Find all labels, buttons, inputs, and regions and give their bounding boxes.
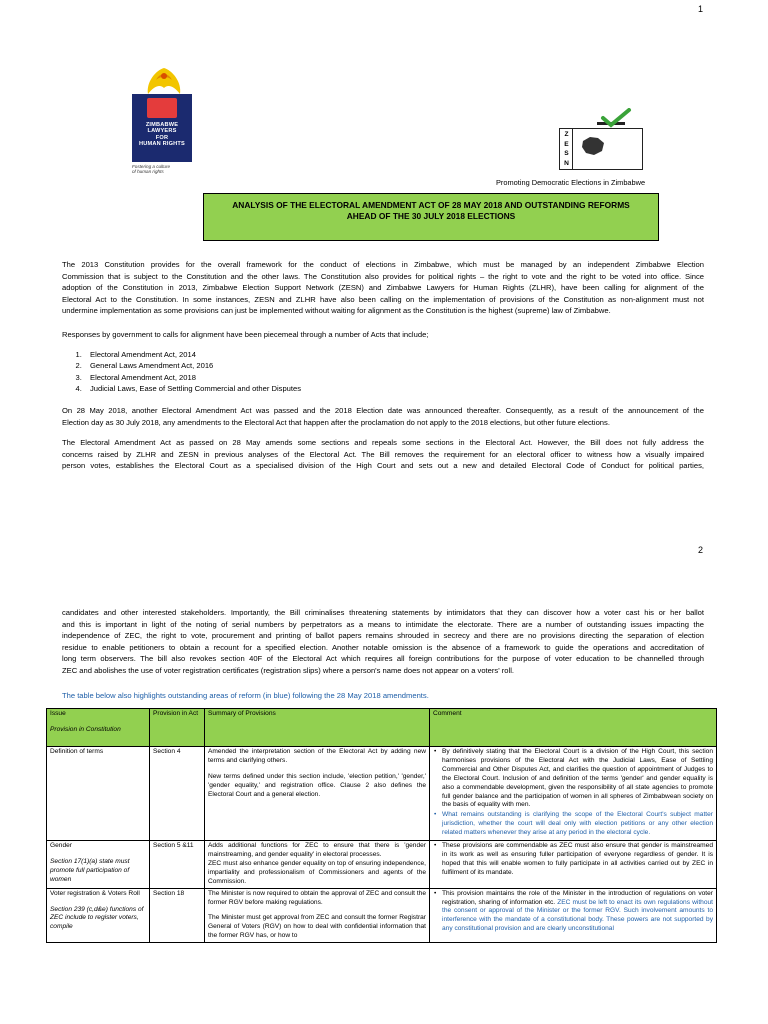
zlhr-name-line4: HUMAN RIGHTS [139,141,185,148]
table-row [47,888,717,943]
row-comment [430,888,717,943]
intro-p1-line: Electoral Act to the Constitution. In some instances, ZESN and ZLHR have also been calling on the implementation of provisions of the Constitution as non-alignment must not [62,294,704,304]
page2-line: long term observers. The bill also revokes section 40F of the Electoral Act which requires all foreign contributions for the purpose of voter education to be channelled through [62,654,704,664]
document-title-box [203,193,659,241]
header-issue-label: Issue [50,710,66,717]
reform-analysis-table [46,708,717,943]
summary-para: New terms defined under this section include, 'election petition,' 'gender,' 'gender equality,' and registration office. Clause 2 also defines the Electoral Court and a general election. [208,772,426,798]
intro-paragraph-4 [62,437,704,472]
issue-label: Voter registration & Voters Roll [50,889,140,897]
comment-bullet: • These provisions are commendable as ZEC must also ensure that gender is mainstreamed in its work as well as ensuring fuller participation of everyone regardless of gender. It is hoped that this will enable women to fully participate in all activities carried out by ZEC in fulfilment of its mandate. [442,842,713,878]
page-number-2: 2 [698,545,704,555]
constitution-provision: Section 239 (c,d&e) functions of ZEC include to register voters, compile [50,905,144,931]
intro-p1-last-line: undermine implementation as some provisions can just be implemented without waiting for alignment as the Constitution is the highest (supreme) law of Zimbabwe. [62,306,611,316]
table-row [47,841,717,889]
document-title-line1: ANALYSIS OF THE ELECTORAL AMENDMENT ACT OF 28 MAY 2018 AND OUTSTANDING REFORMS [232,200,630,210]
zesn-logo [555,110,651,172]
summary-para: The Minister must get approval from ZEC and consult the former Registrar General of Voters (RGV) on how to deal with confidential information that the former RGV has, or how to [208,914,426,940]
header-issue-sublabel: Provision in Constitution [50,725,121,733]
zimbabwe-map-icon [580,135,606,157]
intro-p3-last-line: Election day as 30 July 2018, any amendments to the Electoral Act that happen after the proclamation do not apply to the 2018 elections, but other future elections. [62,417,610,427]
acts-list-item: 1. Electoral Amendment Act, 2014 [84,349,301,360]
zlhr-logo [128,60,198,185]
header-issue [47,709,150,747]
table-header-row [47,709,717,747]
table-intro-text: The table below also highlights outstanding areas of reform (in blue) following the 28 May 2018 amendments. [62,691,429,700]
row-section: Section 4 [150,747,205,841]
comment-bullet-outstanding: • What remains outstanding is clarifying the scope of the Electoral Court's subject matter jurisdiction, whether the court will deal only with election petitions or any other election related matters whenever they arise at any period in the electoral cycle. [442,811,713,838]
row-comment [430,747,717,841]
intro-paragraph-2: Responses by government to calls for alignment have been piecemeal through a number of Acts that include; [62,330,429,339]
issue-label: Gender [50,842,72,850]
row-issue [47,747,150,841]
zesn-letter-z: Z [564,131,569,138]
intro-paragraph-1 [62,259,704,317]
header-comment: Comment [430,709,717,747]
comment-bullet: • By definitively stating that the Electoral Court is a division of the High Court, this section harmonises provisions of the Electoral Act with the Judicial Laws, Ease of Settling Commercial and Other Disputes Act, and clarifies the question of appointment of Judges to the Electoral Court. Inclusion of and definition of the terms 'gender' and gender equality is also a commendable development, given the responsibility of all state agencies to promote full gender balance and the participation of women in all spheres of Zimbabwean society on the basis of equality with men. [442,748,713,810]
zesn-letter-n: N [564,159,569,167]
intro-p1-line: adoption of the Constitution in 2013, Zimbabwe Election Support Network (ZESN) and Zimbabwe Lawyers for Human Rights (ZLHR), have been calling for alignment of the [62,283,704,293]
document-title-line2: AHEAD OF THE 30 JULY 2018 ELECTIONS [346,211,516,221]
acts-list-item: 4. Judicial Laws, Ease of Settling Commercial and other Disputes [84,383,301,394]
zlhr-name-line1: ZIMBABWE [145,122,179,128]
page2-line: candidates and other interested stakeholders. Importantly, the Bill criminalises threatening statements by intimidators that they can discover how a voter cast his or her ballot [62,608,704,617]
intro-p3-line: On 28 May 2018, another Electoral Amendment Act was passed and the 2018 Election date was announced thereafter. Consequently, as a result of the announcement of the [62,406,704,415]
summary-para: Amended the interpretation section of the Electoral Act by adding new terms and clarifying others. [208,748,426,764]
acts-list [66,349,301,395]
header-summary: Summary of Provisions [205,709,430,747]
summary-para: ZEC must also enhance gender equality on top of ensuring independence, impartiality and professionalism of Commissioners and agents of the Commission. [208,859,426,885]
acts-list-item: 3. Electoral Amendment Act, 2018 [84,372,301,383]
row-summary [205,888,430,943]
zlhr-name-line3: FOR [155,134,169,141]
acts-list-item: 2. General Laws Amendment Act, 2016 [84,360,301,371]
zesn-caption: Promoting Democratic Elections in Zimbabwe [496,178,646,187]
row-summary [205,747,430,841]
zesn-letter-e: E [564,140,569,148]
intro-p4-line: concerns raised by ZLHR and ZESN in previous analyses of the Electoral Act. The Bill removes the requirement for an electoral officer to witness how a visually impaired [62,449,704,459]
page2-line: and this is important in light of the noting of serial numbers by perpetrators as a means to intimidate the electorate. There are a number of outstanding issues impacting the [62,619,704,629]
issue-label: Definition of terms [50,748,104,755]
page2-line: residue to enable petitioners to obtain a recount for a specified election. Another notable omission is the absence of a framework to guide the operations and accreditation of [62,642,704,652]
zlhr-tagline-line1: Fostering a culture [132,164,171,169]
page2-continuation-paragraph [62,607,704,677]
constitution-provision: Section 17(1)(a) state must promote full participation of women [50,857,130,883]
page2-last-line: ZEC and abolishes the use of voter registration certificates (registration slips) where a person's name does not appear on a voters' roll. [62,665,515,675]
table-row [47,747,717,841]
intro-p4-line: The Electoral Amendment Act as passed on 28 May amends some sections and repeals some sections in the Electoral Act. However, the Bill does not fully address the [62,438,704,447]
zlhr-flag-mark [147,98,177,118]
ballot-box-icon [559,128,643,170]
zlhr-tagline-line2: of human rights [132,169,164,175]
zlhr-name-line2: LAWYERS [147,128,177,135]
row-summary [205,841,430,889]
row-section: Section 5 &11 [150,841,205,889]
intro-p1-line: Commission that is subject to the Constitution and the other laws. The Constitution also provides for political rights – the right to vote and the right to be voted into office. Since [62,271,704,281]
zimbabwe-bird-emblem-icon [142,64,186,98]
checkmark-icon [599,108,633,128]
intro-p4-line: person votes, establishes the Electoral Court as a specialised division of the High Court and sets out a new and detailed Electoral Code of Conduct for political parties, [62,461,704,471]
zesn-letter-s: S [564,150,569,158]
zlhr-shield [132,94,192,162]
intro-p1-line: The 2013 Constitution provides for the overall framework for the conduct of elections in Zimbabwe, which must be managed by an independent Zimbabwe Election [62,260,704,269]
row-section: Section 18 [150,888,205,943]
row-issue [47,841,150,889]
comment-bullet: • This provision maintains the role of the Minister in the introduction of regulations on voter registration, sharing of information etc. ZEC must be left to enact its own regulations without the consent or approval of the Minister or the former RGV. Such involvement amounts to interference with the mandate of a constitutional body. These powers are not supported by any constitutional provision and are clearly unconstitutional [442,890,713,935]
row-issue [47,888,150,943]
page-number-1: 1 [698,4,704,14]
summary-para: The Minister is now required to obtain the approval of ZEC and consult the former RGV before making regulations. [208,889,426,906]
row-comment [430,841,717,889]
intro-paragraph-3 [62,405,704,428]
summary-para: Adds additional functions for ZEC to ensure that there is 'gender mainstreaming, and gender equality' in electoral processes. [208,842,426,858]
page2-line: independence of ZEC, the right to vote, procurement and printing of ballot papers remains shrouded in secrecy and there are no provisions directing the separation of election [62,631,704,641]
comment-outstanding-text: ZEC must be left to enact its own regulations without the consent or approval of the Minister or the former RGV. Such involvement amounts to interference with the mandate of a constitutional body. These powers are not supported by any constitutional provision and are clearly unconstitutional [442,898,713,933]
header-provision: Provision in Act [150,709,205,747]
